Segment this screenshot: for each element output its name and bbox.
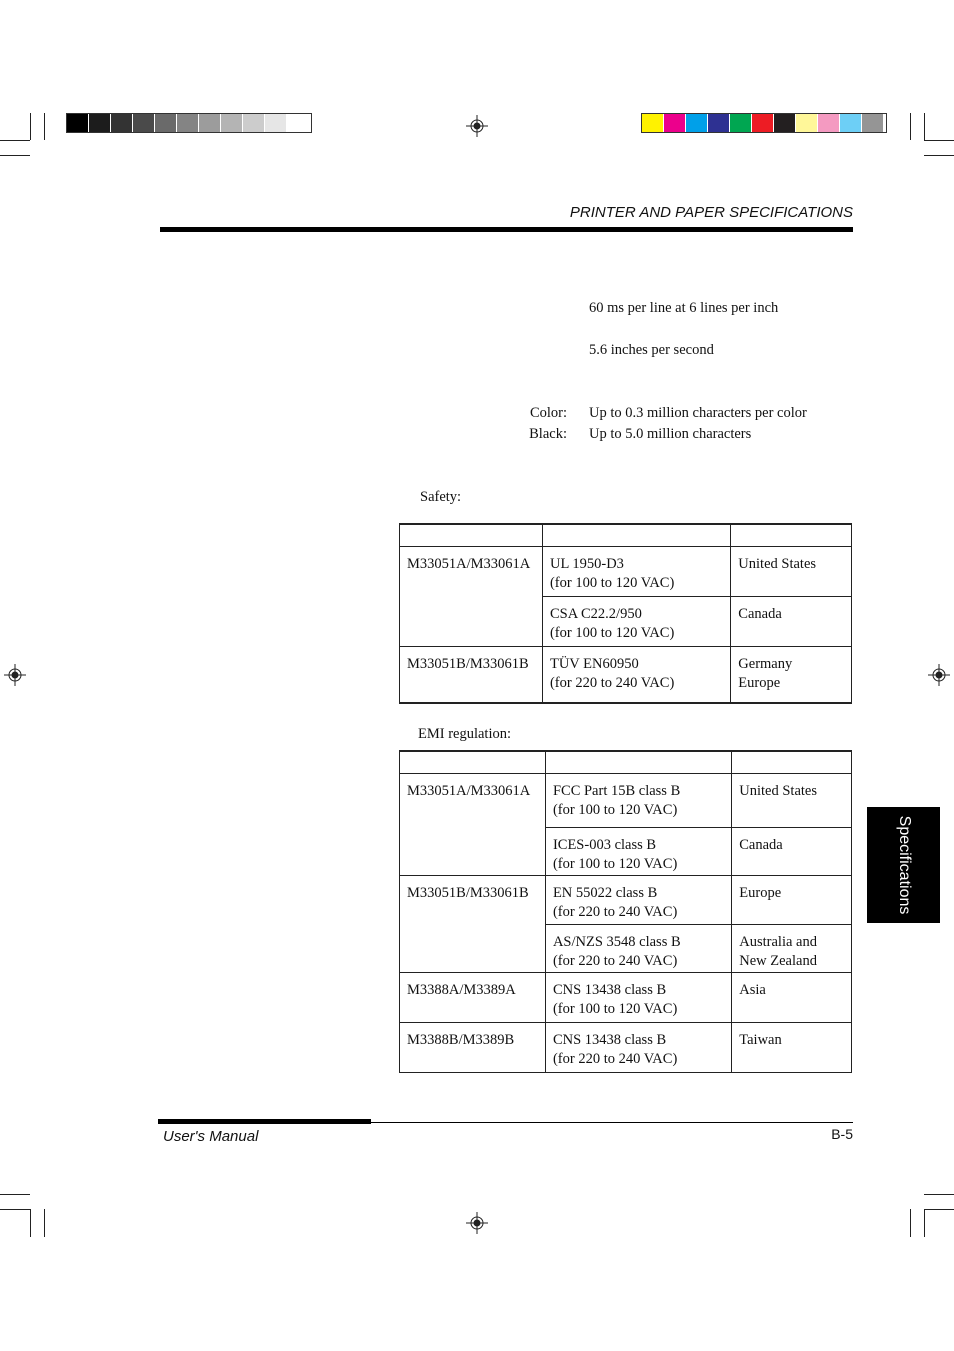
registration-mark-icon (928, 664, 950, 686)
calibration-swatch (177, 114, 199, 132)
registration-mark-icon (4, 664, 26, 686)
calibration-swatch (730, 114, 752, 132)
calibration-swatch (133, 114, 155, 132)
model-cell (400, 925, 546, 973)
calibration-swatch (818, 114, 840, 132)
region-cell: Europe (732, 876, 852, 925)
line-feed-speed: 60 ms per line at 6 lines per inch (589, 300, 779, 316)
table-row (400, 925, 852, 973)
crop-mark (924, 1209, 925, 1237)
calibration-swatch (642, 114, 664, 132)
table-row (400, 1023, 852, 1073)
crop-mark (0, 155, 30, 156)
crop-mark (924, 113, 925, 140)
crop-mark (924, 140, 954, 141)
table-row (400, 828, 852, 876)
safety-table (399, 523, 852, 704)
calibration-swatch (862, 114, 884, 132)
ribbon-life-color-label: Color: (529, 405, 567, 421)
table-header-row (400, 751, 852, 774)
region-cell: Germany Europe (731, 647, 852, 703)
table-row (400, 774, 852, 828)
crop-mark (924, 1194, 954, 1195)
calibration-swatch (752, 114, 774, 132)
standard-cell: CNS 13438 class B (for 100 to 120 VAC) (545, 973, 731, 1023)
table-row (400, 876, 852, 925)
table-row (400, 547, 852, 597)
emi-table (399, 750, 852, 1073)
table-row (400, 973, 852, 1023)
calibration-swatch (89, 114, 111, 132)
calibration-swatch (155, 114, 177, 132)
crop-mark (30, 113, 31, 140)
crop-mark (44, 113, 45, 140)
calibration-swatch (287, 114, 309, 132)
calibration-swatch (664, 114, 686, 132)
section-tab (867, 807, 940, 923)
grayscale-calibration-bar (66, 113, 312, 133)
safety-label: Safety: (420, 489, 462, 505)
calibration-swatch (265, 114, 287, 132)
color-calibration-bar (641, 113, 887, 133)
region-cell: Canada (731, 597, 852, 647)
calibration-swatch (796, 114, 818, 132)
running-header-title: PRINTER AND PAPER SPECIFICATIONS (569, 204, 853, 221)
calibration-swatch (774, 114, 796, 132)
model-cell: M33051B/M33061B (400, 876, 546, 925)
region-cell: Australia and New Zealand (732, 925, 852, 973)
calibration-swatch (199, 114, 221, 132)
table-header-row (400, 524, 852, 547)
footer-thick-rule (158, 1119, 371, 1124)
table-row (400, 647, 852, 703)
header-rule (160, 227, 853, 232)
region-cell: Asia (732, 973, 852, 1023)
ribbon-life-black-label: Black: (529, 426, 567, 442)
registration-mark-icon (466, 115, 488, 137)
calibration-swatch (111, 114, 133, 132)
table-row (400, 597, 852, 647)
standard-cell: AS/NZS 3548 class B (for 220 to 240 VAC) (545, 925, 731, 973)
region-cell: Taiwan (732, 1023, 852, 1073)
model-cell: M33051A/M33061A (400, 547, 543, 597)
crop-mark (910, 113, 911, 140)
standard-cell: CSA C22.2/950 (for 100 to 120 VAC) (542, 597, 730, 647)
region-cell: United States (731, 547, 852, 597)
model-cell (400, 597, 543, 647)
ribbon-life-black-value: Up to 5.0 million characters (589, 426, 752, 442)
crop-mark (44, 1209, 45, 1237)
calibration-swatch (67, 114, 89, 132)
calibration-swatch (686, 114, 708, 132)
model-cell: M33051A/M33061A (400, 774, 546, 828)
crop-mark (0, 1209, 30, 1210)
footer-manual-title: User's Manual (163, 1128, 259, 1145)
calibration-swatch (243, 114, 265, 132)
model-cell: M3388A/M3389A (400, 973, 546, 1023)
section-tab-label: Specifications (895, 815, 913, 915)
calibration-swatch (708, 114, 730, 132)
region-cell: United States (732, 774, 852, 828)
model-cell: M3388B/M3389B (400, 1023, 546, 1073)
crop-mark (0, 140, 30, 141)
footer-thin-rule (371, 1122, 853, 1123)
emi-label: EMI regulation: (418, 726, 512, 742)
crop-mark (910, 1209, 911, 1237)
model-cell: M33051B/M33061B (400, 647, 543, 703)
registration-mark-icon (466, 1212, 488, 1234)
standard-cell: TÜV EN60950 (for 220 to 240 VAC) (542, 647, 730, 703)
standard-cell: CNS 13438 class B (for 220 to 240 VAC) (545, 1023, 731, 1073)
calibration-swatch (840, 114, 862, 132)
page-number: B-5 (831, 1126, 853, 1142)
form-feed-speed: 5.6 inches per second (589, 342, 714, 358)
standard-cell: EN 55022 class B (for 220 to 240 VAC) (545, 876, 731, 925)
crop-mark (0, 1194, 30, 1195)
standard-cell: UL 1950-D3 (for 100 to 120 VAC) (542, 547, 730, 597)
standard-cell: FCC Part 15B class B (for 100 to 120 VAC) (545, 774, 731, 828)
calibration-swatch (221, 114, 243, 132)
ribbon-life-color-value: Up to 0.3 million characters per color (589, 405, 807, 421)
region-cell: Canada (732, 828, 852, 876)
standard-cell: ICES-003 class B (for 100 to 120 VAC) (545, 828, 731, 876)
crop-mark (924, 155, 954, 156)
model-cell (400, 828, 546, 876)
crop-mark (924, 1209, 954, 1210)
crop-mark (30, 1209, 31, 1237)
